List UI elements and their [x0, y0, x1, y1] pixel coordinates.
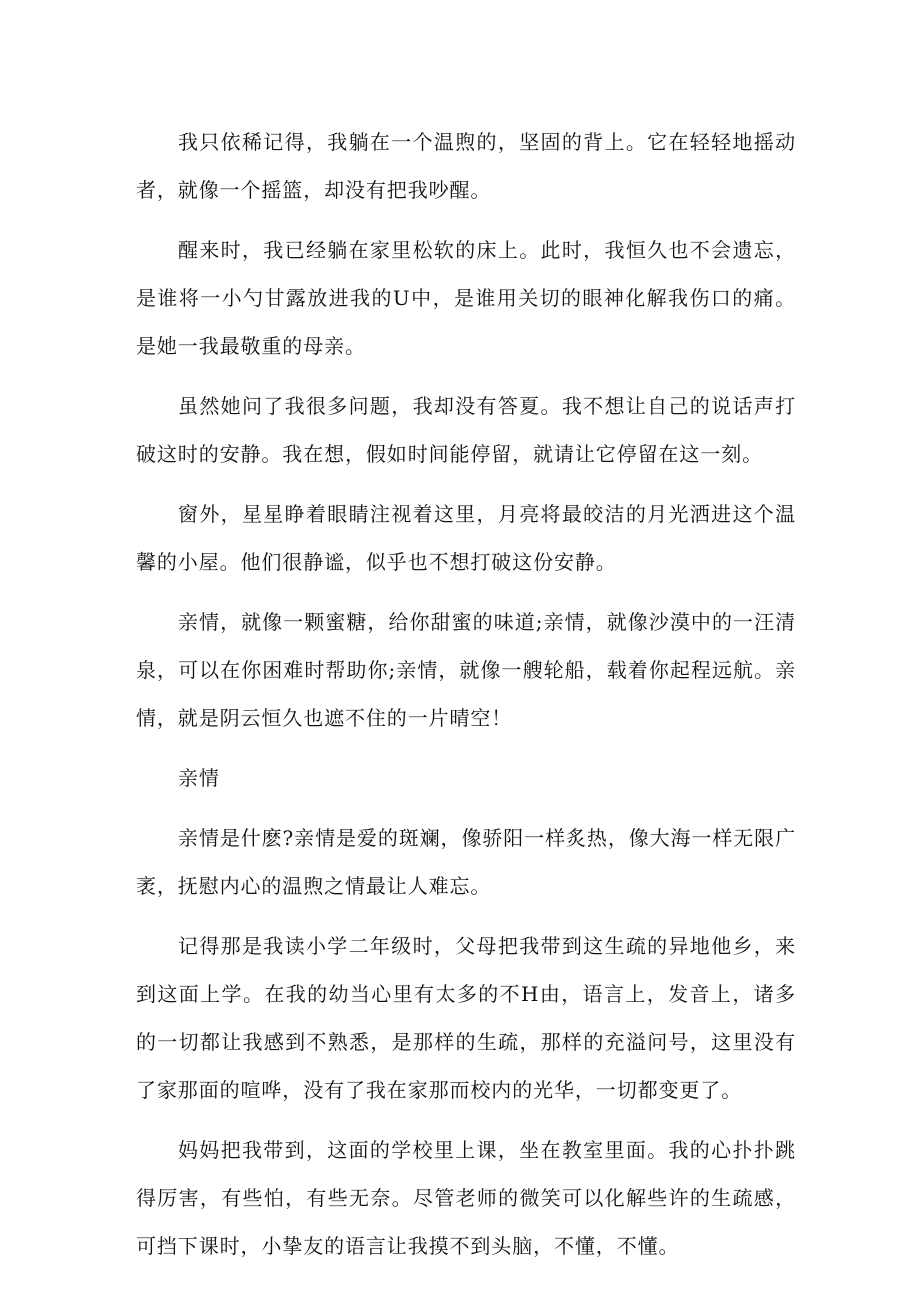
paragraph-8: 妈妈把我带到，这面的学校里上课，坐在教室里面。我的心扑扑跳得厉害，有些怕，有些无奈。尽管老师的微笑可以化解些许的生疏感，可挡下课时，小挚友的语言让我摸不到头脑，不懂，不懂。 — [136, 1138, 796, 1258]
paragraph-7: 记得那是我读小学二年级时，父母把我带到这生疏的异地他乡，来到这面上学。在我的幼当心里有太多的不H由，语言上，发音上，诸多的一切都让我感到不熟悉，是那样的生疏，那样的充溢问号，这里没有了家那面的喧哗，没有了我在家那而校内的光华，一切都变更了。 — [136, 934, 796, 1102]
section-heading: 亲情 — [178, 766, 220, 790]
document-body — [136, 118, 796, 1282]
paragraph-3: 虽然她问了我很多问题，我却没有答夏。我不想让自己的说话声打破这时的安静。我在想，假如时间能停留，就请让它停留在这一刻。 — [136, 394, 796, 466]
paragraph-6: 亲情是什麽?亲情是爱的斑斓，像骄阳一样炙热，像大海一样无限广袤，抚慰内心的温煦之情最让人难忘。 — [136, 826, 796, 898]
paragraph-2: 醒来时，我已经躺在家里松软的床上。此时，我恒久也不会遗忘，是谁将一小勺甘露放进我的U中，是谁用关切的眼神化解我伤口的痛。是她一我最敬重的母亲。 — [136, 238, 796, 358]
paragraph-5: 亲情，就像一颗蜜糖，给你甜蜜的味道;亲情，就像沙漠中的一汪清泉，可以在你困难时帮助你;亲情，就像一艘轮船，载着你起程远航。亲情，就是阴云恒久也遮不住的一片晴空！ — [136, 610, 796, 730]
paragraph-1: 我只依稀记得，我躺在一个温煦的，坚固的背上。它在轻轻地摇动者，就像一个摇篮，却没有把我吵醒。 — [136, 130, 796, 202]
paragraph-4: 窗外，星星睁着眼睛注视着这里，月亮将最皎洁的月光洒进这个温馨的小屋。他们很静谧，似乎也不想打破这份安静。 — [136, 502, 796, 574]
